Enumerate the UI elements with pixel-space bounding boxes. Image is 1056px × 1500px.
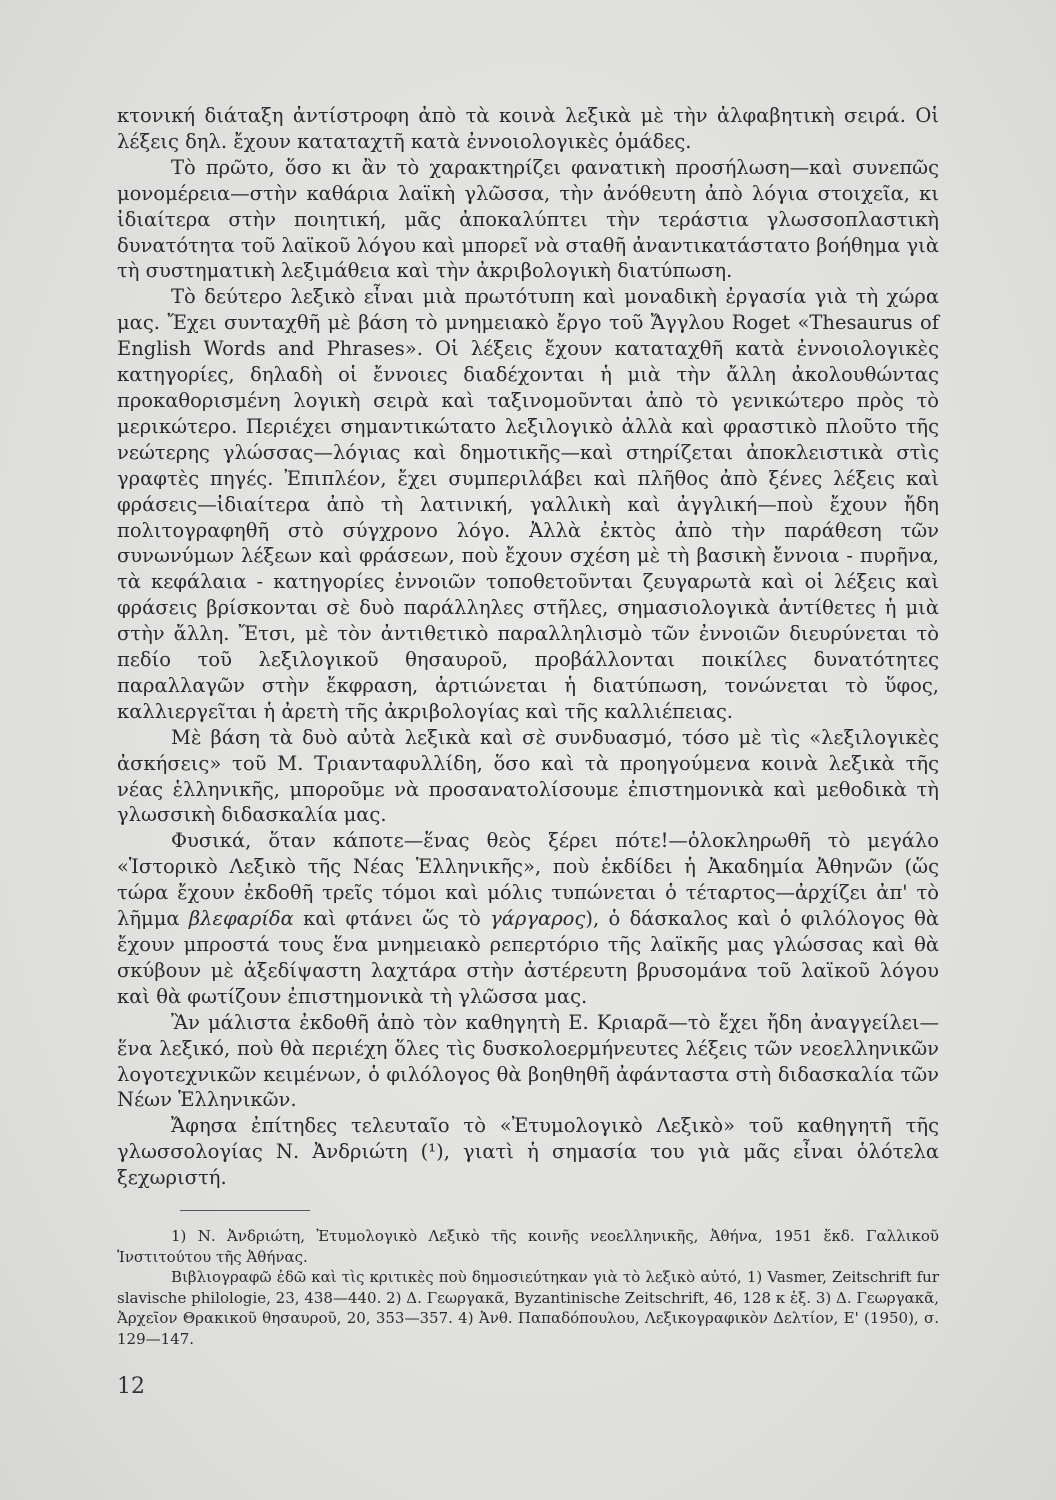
paragraph-5-text-a: Φυσικά, ὅταν κάποτε—ἕνας θεὸς ξέρει πότε!—ὁλοκληρωθῆ τὸ μεγάλο «Ἱστορικὸ Λεξικὸ τῆς Νέας Ἑλληνικῆς», ποὺ ἐκδίδει ἡ Ἀκαδημία Ἀθηνῶν (ὥς τώρα ἔχουν ἐκδοθῆ τρεῖς τόμοι καὶ μόλις τυπώνεται ὁ τέταρτος—ἀρχίζει ἀπ' τὸ λῆμμα xyxy=(117,829,939,931)
paragraph-5-italic-b: γάργαρος xyxy=(490,907,586,931)
footnote-1: 1) Ν. Ἀνδριώτη, Ἐτυμολογικὸ Λεξικὸ τῆς κοινῆς νεοελληνικῆς, Ἀθήνα, 1951 ἔκδ. Γαλλικοῦ Ἰνστιτούτου τῆς Ἀθήνας. xyxy=(117,1227,939,1266)
paragraph-5-text-b: καὶ φτάνει ὥς τὸ xyxy=(293,907,491,931)
paragraph-5 xyxy=(117,828,939,1009)
paragraph-3: Τὸ δεύτερο λεξικὸ εἶναι μιὰ πρωτότυπη καὶ μοναδικὴ ἐργασία γιὰ τὴ χώρα μας. Ἔχει συνταχθῆ μὲ βάση τὸ μνημειακὸ ἔργο τοῦ Ἄγγλου Roget «Thesaurus of English Words and Phrases». Οἱ λέξεις ἔχουν καταταχθῆ κατὰ ἐννοιολογικὲς κατηγορίες, δηλαδὴ οἱ ἔννοιες διαδέχονται ἡ μιὰ τὴν ἄλλη ἀκολουθώντας προκαθορισμένη λογικὴ σειρὰ καὶ ταξινομοῦνται ἀπὸ τὸ γενικώτερο πρὸς τὸ μερικώτερο. Περιέχει σημαντικώτατο λεξιλογικὸ ἀλλὰ καὶ φραστικὸ πλοῦτο τῆς νεώτερης γλώσσας—λόγιας καὶ δημοτικῆς—καὶ στηρίζεται ἀποκλειστικὰ στὶς γραφτὲς πηγές. Ἐπιπλέον, ἔχει συμπεριλάβει καὶ πλῆθος ἀπὸ ξένες λέξεις καὶ φράσεις—ἰδιαίτερα ἀπὸ τὴ λατινική, γαλλικὴ καὶ ἀγγλική—ποὺ ἔχουν ἤδη πολιτογραφηθῆ στὸ σύγχρονο λόγο. Ἀλλὰ ἐκτὸς ἀπὸ τὴν παράθεση τῶν συνωνύμων λέξεων καὶ φράσεων, ποὺ ἔχουν σχέση μὲ τὴ βασικὴ ἔννοια - πυρῆνα, τὰ κεφάλαια - κατηγορίες ἐννοιῶν τοποθετοῦνται ζευγαρωτὰ καὶ οἱ λέξεις καὶ φράσεις βρίσκονται σὲ δυὸ παράλληλες στῆλες, σημασιολογικὰ ἀντίθετες ἡ μιὰ στὴν ἄλλη. Ἔτσι, μὲ τὸν ἀντιθετικὸ παραλληλισμὸ τῶν ἐννοιῶν διευρύνεται τὸ πεδίο τοῦ λεξιλογικοῦ θησαυροῦ, προβάλλονται ποικίλες δυνατότητες παραλλαγῶν στὴν ἔκφραση, ἀρτιώνεται ἡ διατύπωση, τονώνεται τὸ ὕφος, καλλιεργεῖται ἡ ἀρετὴ τῆς ἀκριβολογίας καὶ τῆς καλλιέπειας. xyxy=(117,285,939,723)
paragraph-5-italic-a: βλεφαρίδα xyxy=(188,907,294,931)
paragraph-2: Τὸ πρῶτο, ὅσο κι ἂν τὸ χαρακτηρίζει φανατικὴ προσήλωση—καὶ συνεπῶς μονομέρεια—στὴν καθάρια λαϊκὴ γλῶσσα, τὴν ἀνόθευτη ἀπὸ λόγια στοιχεῖα, κι ἰδιαίτερα στὴν ποιητική, μᾶς ἀποκαλύπτει τὴν τεράστια γλωσσοπλαστικὴ δυνατότητα τοῦ λαϊκοῦ λόγου καὶ μπορεῖ νὰ σταθῆ ἀναντικατάστατο βοήθημα γιὰ τὴ συστηματικὴ λεξιμάθεια καὶ τὴν ἀκριβολογικὴ διατύπωση. xyxy=(117,155,939,283)
paragraph-7: Ἄφησα ἐπίτηδες τελευταῖο τὸ «Ἐτυμολογικὸ Λεξικὸ» τοῦ καθηγητῆ τῆς γλωσσολογίας Ν. Ἀνδριώτη (¹), γιατὶ ἡ σημασία του γιὰ μᾶς εἶναι ὁλότελα ξεχωριστή. xyxy=(117,1114,939,1190)
paragraph-4: Μὲ βάση τὰ δυὸ αὐτὰ λεξικὰ καὶ σὲ συνδυασμό, τόσο μὲ τὶς «λεξιλογικὲς ἀσκήσεις» τοῦ Μ. Τριανταφυλλίδη, ὅσο καὶ τὰ προηγούμενα κοινὰ λεξικὰ τῆς νέας ἑλληνικῆς, μποροῦμε νὰ προσανατολίσουμε ἐπιστημονικὰ καὶ μεθοδικὰ τὴ γλωσσικὴ διδασκαλία μας. xyxy=(117,725,939,827)
paragraph-1: κτονική διάταξη ἀντίστροφη ἀπὸ τὰ κοινὰ λεξικὰ μὲ τὴν ἀλφαβητικὴ σειρά. Οἱ λέξεις δηλ. ἔχουν καταταχτῆ κατὰ ἐννοιολογικὲς ὁμάδες. xyxy=(117,104,939,153)
footnotes xyxy=(117,1226,939,1350)
paragraph-6: Ἂν μάλιστα ἐκδοθῆ ἀπὸ τὸν καθηγητὴ Ε. Κριαρᾶ—τὸ ἔχει ἤδη ἀναγγείλει—ἕνα λεξικό, ποὺ θὰ περιέχη ὅλες τὶς δυσκολοερμήνευτες λέξεις τῶν νεοελληνικῶν λογοτεχνικῶν κειμένων, ὁ φιλόλογος θὰ βοηθηθῆ ἀφάνταστα στὴ διδασκαλία τῶν Νέων Ἑλληνικῶν. xyxy=(117,1010,939,1112)
footnote-separator xyxy=(180,1210,310,1211)
main-text xyxy=(117,103,939,1191)
footnote-2: Βιβλιογραφῶ ἐδῶ καὶ τὶς κριτικὲς ποὺ δημοσιεύτηκαν γιὰ τὸ λεξικὸ αὐτό, 1) Vasmer, Zeitschrift fur slavische philologie, 23, 438—440. 2) Δ. Γεωργακᾶ, Byzantinische Zeitschrift, 46, 128 κ ἑξ. 3) Δ. Γεωργακᾶ, Ἀρχεῖον Θρακικοῦ θησαυροῦ, 20, 353—357. 4) Ἀνθ. Παπαδόπουλου, Λεξικογραφικὸν Δελτίον, Ε' (1950), σ. 129—147. xyxy=(117,1268,939,1348)
page-number: 12 xyxy=(117,1374,145,1399)
paragraph-5-text-c: ), ὁ δάσκαλος καὶ ὁ φιλόλογος θὰ ἔχουν μπροστά τους ἕνα μνημειακὸ ρεπερτόριο τῆς λαϊκῆς μας γλώσσας καὶ θὰ σκύβουν μὲ ἀξεδίψαστη λαχτάρα στὴν ἀστέρευτη βρυσομάνα τοῦ λαϊκοῦ λόγου καὶ θὰ φωτίζουν ἐπιστημονικὰ τὴ γλῶσσα μας. xyxy=(117,907,939,1008)
